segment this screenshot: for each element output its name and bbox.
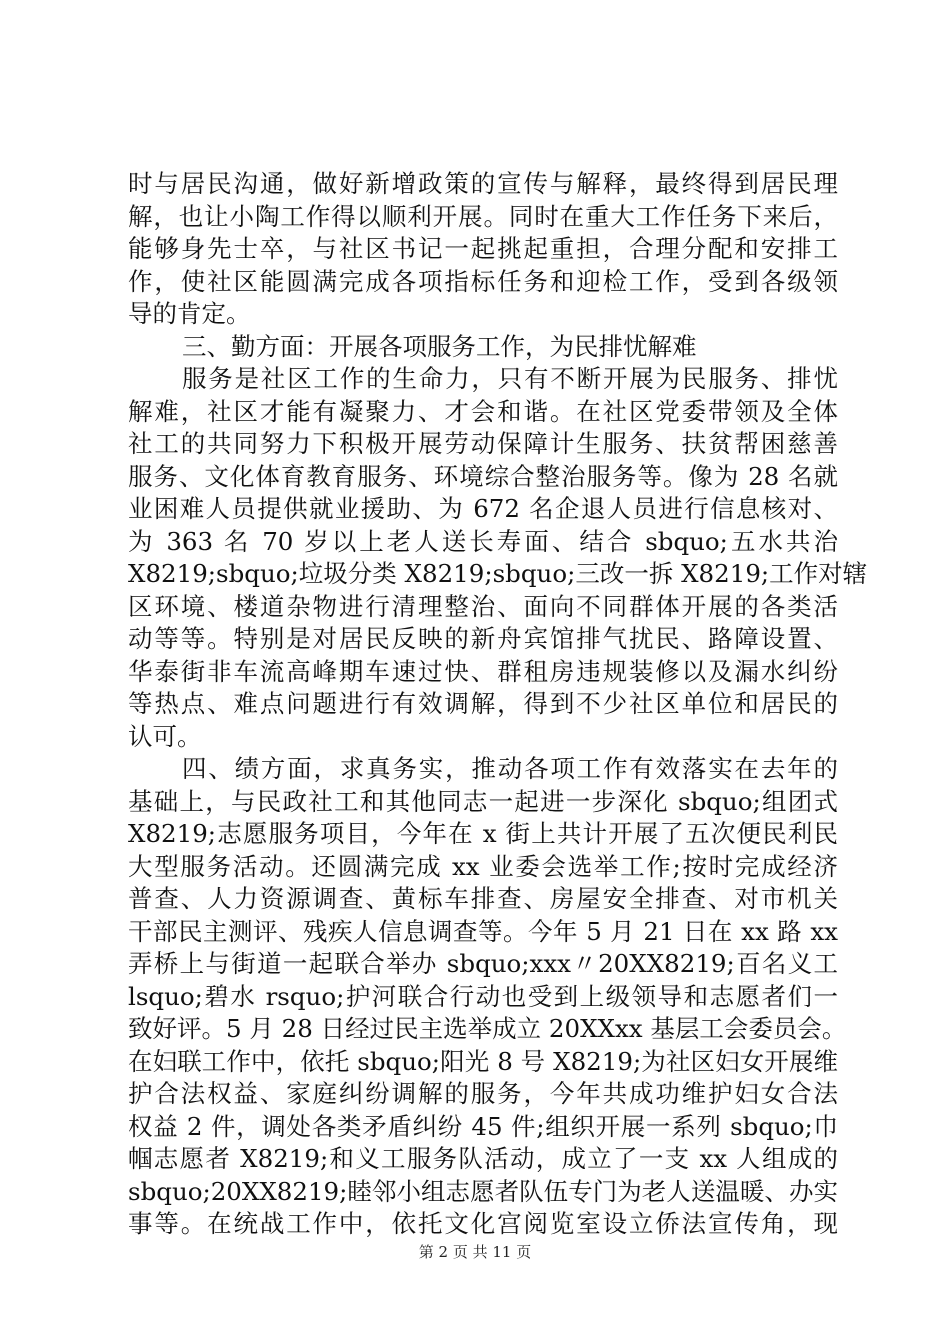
text-line: 服务、文化体育教育服务、环境综合整治服务等。像为 28 名就	[128, 461, 838, 491]
text-line: sbquo;20XX8219;睦邻小组志愿者队伍专门为老人送温暖、办实	[128, 1176, 838, 1206]
section-heading: 三、勤方面：开展各项服务工作，为民排忧解难	[182, 331, 697, 361]
text-line: 普查、人力资源调查、黄标车排查、房屋安全排查、对市机关	[128, 884, 838, 913]
page-number-footer: 第 2 页 共 11 页	[418, 1243, 532, 1261]
text-line: 基础上，与民政社工和其他同志一起进一步深化 sbquo;组团式	[128, 786, 838, 816]
text-line: 弄桥上与街道一起联合举办 sbquo;xxx〃20XX8219;百名义工	[128, 949, 838, 978]
text-line: 服务是社区工作的生命力，只有不断开展为民服务、排忧	[182, 364, 838, 393]
text-line: X8219;sbquo;垃圾分类 X8219;sbquo;三改一拆 X8219;工作对辖	[128, 559, 868, 588]
text-line: 社工的共同努力下积极开展劳动保障计生服务、扶贫帮困慈善	[128, 429, 838, 458]
text-line: 区环境、楼道杂物进行清理整治、面向不同群体开展的各类活	[128, 591, 838, 621]
text-line: 解难，社区才能有凝聚力、才会和谐。在社区党委带领及全体	[128, 396, 838, 426]
text-line: 等热点、难点问题进行有效调解，得到不少社区单位和居民的	[128, 689, 838, 718]
text-line: lsquo;碧水 rsquo;护河联合行动也受到上级领导和志愿者们一	[128, 981, 838, 1011]
text-line: 干部民主测评、残疾人信息调查等。今年 5 月 21 日在 xx 路 xx	[128, 916, 838, 946]
text-line: 时与居民沟通，做好新增政策的宣传与解释，最终得到居民理	[128, 169, 838, 198]
text-line: 导的肯定。	[128, 299, 251, 328]
text-line: 作，使社区能圆满完成各项指标任务和迎检工作，受到各级领	[128, 266, 838, 296]
body-text	[128, 168, 868, 1241]
text-line: 权益 2 件，调处各类矛盾纠纷 45 件;组织开展一系列 sbquo;巾	[128, 1111, 838, 1141]
text-line: 在妇联工作中，依托 sbquo;阳光 8 号 X8219;为社区妇女开展维	[128, 1046, 838, 1076]
text-line: 动等等。特别是对居民反映的新舟宾馆排气扰民、路障设置、	[128, 624, 838, 653]
text-line: X8219;志愿服务项目，今年在 x 街上共计开展了五次便民利民	[128, 819, 838, 848]
text-line: 能够身先士卒，与社区书记一起挑起重担，合理分配和安排工	[128, 234, 838, 263]
text-line: 护合法权益、家庭纠纷调解的服务，今年共成功维护妇女合法	[128, 1079, 838, 1108]
text-line: 帼志愿者 X8219;和义工服务队活动，成立了一支 xx 人组成的	[128, 1144, 838, 1173]
text-line: 认可。	[128, 721, 202, 751]
text-line: 大型服务活动。还圆满完成 xx 业委会选举工作;按时完成经济	[128, 851, 838, 881]
text-line: 业困难人员提供就业援助、为 672 名企退人员进行信息核对、	[128, 494, 838, 523]
text-line: 为 363 名 70 岁以上老人送长寿面、结合 sbquo;五水共治	[128, 526, 838, 556]
section-heading: 四、绩方面，求真务实，推动各项工作有效落实在去年的	[182, 754, 838, 783]
text-line: 解，也让小陶工作得以顺利开展。同时在重大工作任务下来后，	[128, 201, 838, 231]
text-line: 事等。在统战工作中，依托文化宫阅览室设立侨法宣传角，现	[128, 1209, 838, 1238]
text-line: 致好评。5 月 28 日经过民主选举成立 20XXxx 基层工会委员会。	[128, 1014, 847, 1043]
text-line: 华泰街非车流高峰期车速过快、群租房违规装修以及漏水纠纷	[128, 656, 838, 686]
